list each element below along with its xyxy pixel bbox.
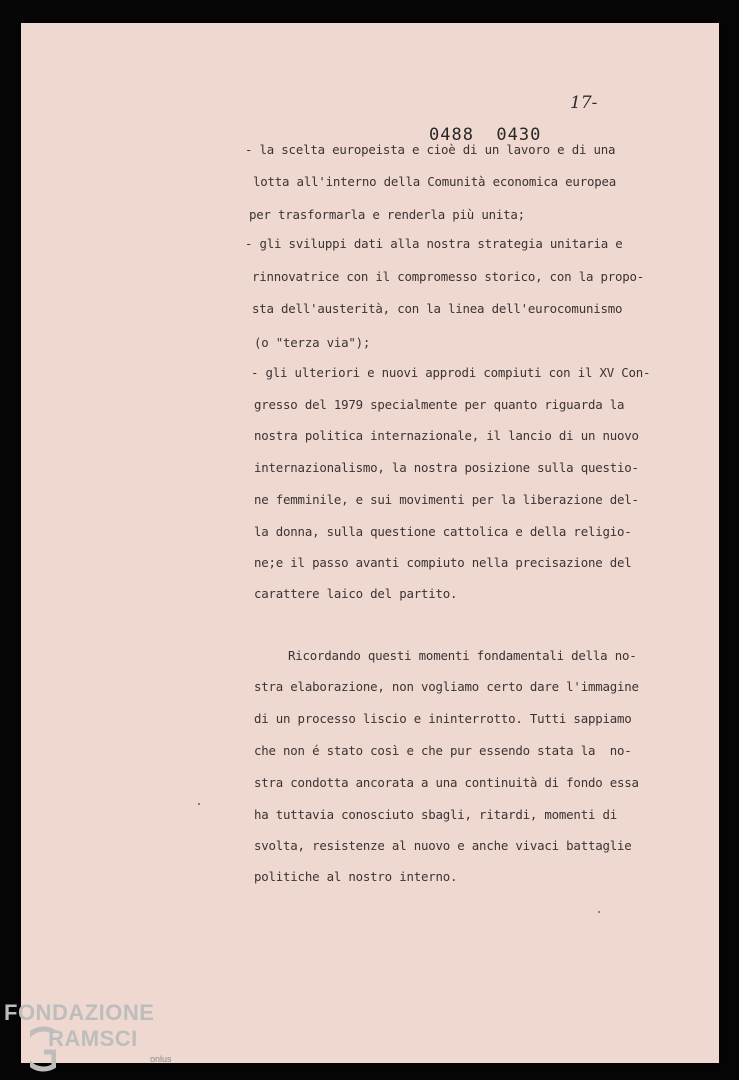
text-line: (o "terza via"); (254, 335, 371, 350)
text-line: lotta all'interno della Comunità economica europea (253, 174, 616, 189)
text-line: nostra politica internazionale, il lancio di un nuovo (254, 428, 639, 443)
text-line: ne;e il passo avanti compiuto nella precisazione del (254, 555, 632, 570)
text-line: ne femminile, e sui movimenti per la liberazione del- (254, 492, 639, 507)
text-line: stra elaborazione, non vogliamo certo dare l'immagine (254, 679, 639, 694)
paper-speck (598, 911, 600, 913)
typewritten-page (21, 23, 719, 1063)
text-line: per trasformarla e renderla più unita; (249, 207, 525, 222)
fondazione-gramsci-watermark (4, 1000, 204, 1080)
text-line: stra condotta ancorata a una continuità di fondo essa (254, 775, 639, 790)
text-line: internazionalismo, la nostra posizione sulla questio- (254, 460, 639, 475)
paper-speck (198, 803, 200, 805)
handwritten-page-note: 17- (570, 93, 598, 113)
text-line: Ricordando questi momenti fondamentali della no- (288, 648, 637, 663)
text-line: - gli ulteriori e nuovi approdi compiuti con il XV Con- (251, 365, 651, 380)
text-line: ha tuttavia conosciuto sbagli, ritardi, momenti di (254, 807, 617, 822)
text-line: - la scelta europeista e cioè di un lavoro e di una (245, 142, 616, 157)
text-line: - gli sviluppi dati alla nostra strategia unitaria e (245, 236, 623, 251)
text-line: di un processo liscio e ininterrotto. Tutti sappiamo (254, 711, 632, 726)
text-line: carattere laico del partito. (254, 586, 458, 601)
watermark-line1: FONDAZIONE (4, 1000, 155, 1025)
text-line: che non é stato così e che pur essendo stata la no- (254, 743, 632, 758)
archive-number: 0488 0430 (429, 125, 542, 145)
text-line: gresso del 1979 specialmente per quanto riguarda la (254, 397, 625, 412)
text-line: politiche al nostro interno. (254, 869, 458, 884)
text-line: sta dell'austerità, con la linea dell'eurocomunismo (252, 301, 623, 316)
text-line: rinnovatrice con il compromesso storico, con la propo- (252, 269, 645, 284)
watermark-small-text: onlus (150, 1054, 172, 1064)
text-line: la donna, sulla questione cattolica e della religio- (254, 524, 632, 539)
text-line: svolta, resistenze al nuovo e anche vivaci battaglie (254, 838, 632, 853)
watermark-line2: RAMSCI (48, 1026, 138, 1051)
